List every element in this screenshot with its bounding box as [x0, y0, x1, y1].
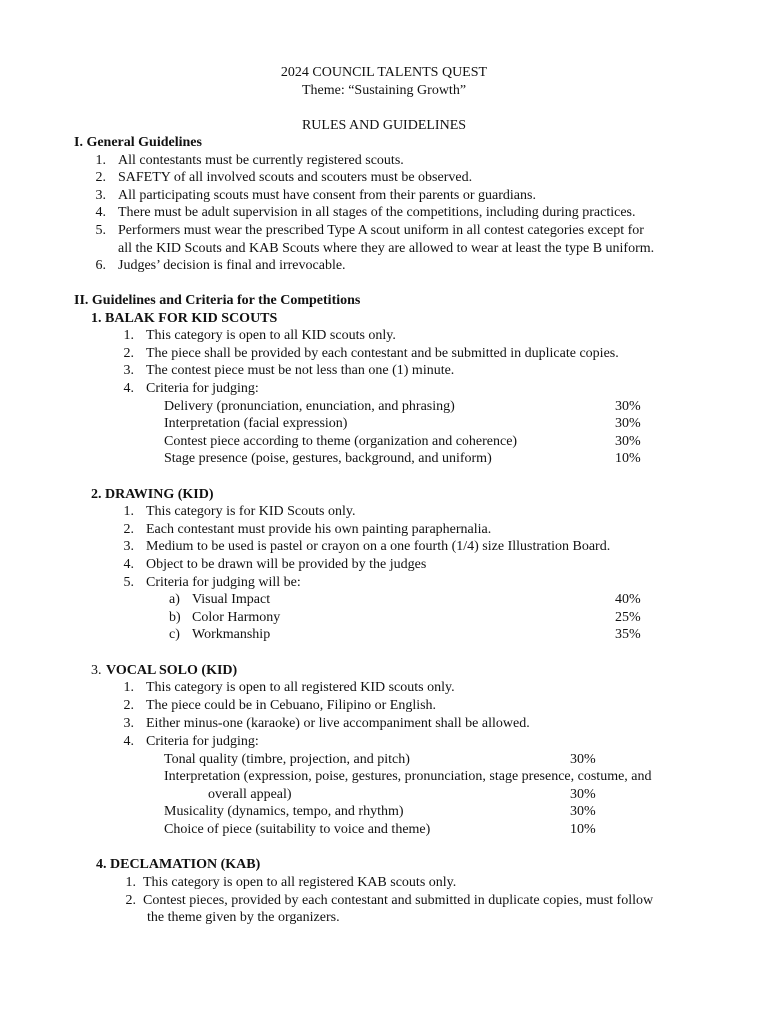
criterion-letter: b) [169, 610, 181, 625]
list-item: Criteria for judging will be: [146, 575, 301, 590]
criterion-label: Interpretation (facial expression) [164, 416, 348, 431]
list-item: The piece could be in Cebuano, Filipino or English. [146, 698, 437, 713]
list-number: 3. [123, 539, 134, 554]
list-item: Criteria for judging: [146, 381, 259, 396]
section-heading-competitions: II. Guidelines and Criteria for the Competitions [74, 293, 361, 308]
list-item: Medium to be used is pastel or crayon on a one fourth (1/4) size Illustration Board. [146, 539, 611, 554]
list-item: All contestants must be currently registered scouts. [118, 153, 404, 168]
list-number: 4. [95, 205, 106, 220]
list-number: 3. [123, 716, 134, 731]
list-number: 3. [123, 363, 134, 378]
list-item: Each contestant must provide his own painting paraphernalia. [146, 522, 492, 537]
criterion-percent: 30% [615, 434, 641, 449]
list-number: 1. [123, 328, 134, 343]
criterion-label: Tonal quality (timbre, projection, and pitch) [164, 752, 410, 767]
document-theme: Theme: “Sustaining Growth” [301, 83, 467, 98]
list-number: 5. [95, 223, 106, 238]
list-item: Judges’ decision is final and irrevocable. [118, 258, 346, 273]
list-item: This category is open to all registered KAB scouts only. [143, 875, 457, 890]
list-item: There must be adult supervision in all stages of the competitions, including during practices. [118, 205, 636, 220]
criterion-percent: 35% [615, 627, 641, 642]
list-number: 2. [123, 698, 134, 713]
category-heading-drawing: 2. DRAWING (KID) [91, 487, 214, 502]
list-number: 4. [123, 381, 134, 396]
list-number: 2. [123, 522, 134, 537]
criterion-percent: 40% [615, 592, 641, 607]
criterion-percent: 30% [615, 399, 641, 414]
list-item-continuation: all the KID Scouts and KAB Scouts where they are allowed to wear at least the type B uniform. [118, 241, 655, 256]
list-item: Performers must wear the prescribed Type A scout uniform in all contest categories except for [118, 223, 644, 238]
document-title: 2024 COUNCIL TALENTS QUEST [280, 65, 488, 80]
criterion-percent: 10% [570, 822, 596, 837]
list-number: 5. [123, 575, 134, 590]
list-number: 2. [95, 170, 106, 185]
criterion-label: Delivery (pronunciation, enunciation, and phrasing) [164, 399, 455, 414]
list-item-continuation: the theme given by the organizers. [147, 910, 340, 925]
criterion-label: Workmanship [192, 627, 271, 642]
list-number: 2. [123, 346, 134, 361]
list-item: This category is for KID Scouts only. [146, 504, 356, 519]
criterion-percent: 10% [615, 451, 641, 466]
list-number: 4. [123, 734, 134, 749]
criterion-label: Musicality (dynamics, tempo, and rhythm) [164, 804, 404, 819]
criterion-label: Visual Impact [192, 592, 271, 607]
criterion-label: Color Harmony [192, 610, 281, 625]
list-number: 1. [95, 153, 106, 168]
list-item: This category is open to all registered KID scouts only. [146, 680, 455, 695]
list-item: Criteria for judging: [146, 734, 259, 749]
list-number: 2. [125, 893, 136, 908]
criterion-label-continuation: overall appeal) [208, 787, 292, 802]
list-item: The piece shall be provided by each contestant and be submitted in duplicate copies. [146, 346, 619, 361]
list-item: Either minus-one (karaoke) or live accompaniment shall be allowed. [146, 716, 530, 731]
criterion-label: Interpretation (expression, poise, gestures, pronunciation, stage presence, costume, and [164, 769, 652, 784]
list-item: Contest pieces, provided by each contestant and submitted in duplicate copies, must follow [143, 893, 654, 908]
list-item: All participating scouts must have consent from their parents or guardians. [118, 188, 536, 203]
category-heading-balak: 1. BALAK FOR KID SCOUTS [91, 311, 278, 326]
section-heading-general: I. General Guidelines [74, 135, 202, 150]
criterion-letter: a) [169, 592, 180, 607]
criterion-percent: 30% [570, 752, 596, 767]
category-heading-number: 3. [91, 663, 102, 678]
criterion-percent: 30% [570, 787, 596, 802]
criterion-label: Stage presence (poise, gestures, background, and uniform) [164, 451, 492, 466]
criterion-percent: 25% [615, 610, 641, 625]
document-subtitle: RULES AND GUIDELINES [301, 118, 467, 133]
list-item: SAFETY of all involved scouts and scouters must be observed. [118, 170, 473, 185]
list-item: The contest piece must be not less than one (1) minute. [146, 363, 455, 378]
list-number: 6. [95, 258, 106, 273]
list-number: 1. [123, 504, 134, 519]
list-item: This category is open to all KID scouts only. [146, 328, 396, 343]
criterion-letter: c) [169, 627, 180, 642]
criterion-percent: 30% [570, 804, 596, 819]
list-number: 1. [125, 875, 136, 890]
criterion-percent: 30% [615, 416, 641, 431]
criterion-label: Choice of piece (suitability to voice and theme) [164, 822, 431, 837]
list-number: 3. [95, 188, 106, 203]
category-heading-vocal: VOCAL SOLO (KID) [106, 663, 238, 678]
list-number: 1. [123, 680, 134, 695]
category-heading-declamation: 4. DECLAMATION (KAB) [96, 857, 261, 872]
criterion-label: Contest piece according to theme (organization and coherence) [164, 434, 518, 449]
list-item: Object to be drawn will be provided by the judges [146, 557, 427, 572]
list-number: 4. [123, 557, 134, 572]
